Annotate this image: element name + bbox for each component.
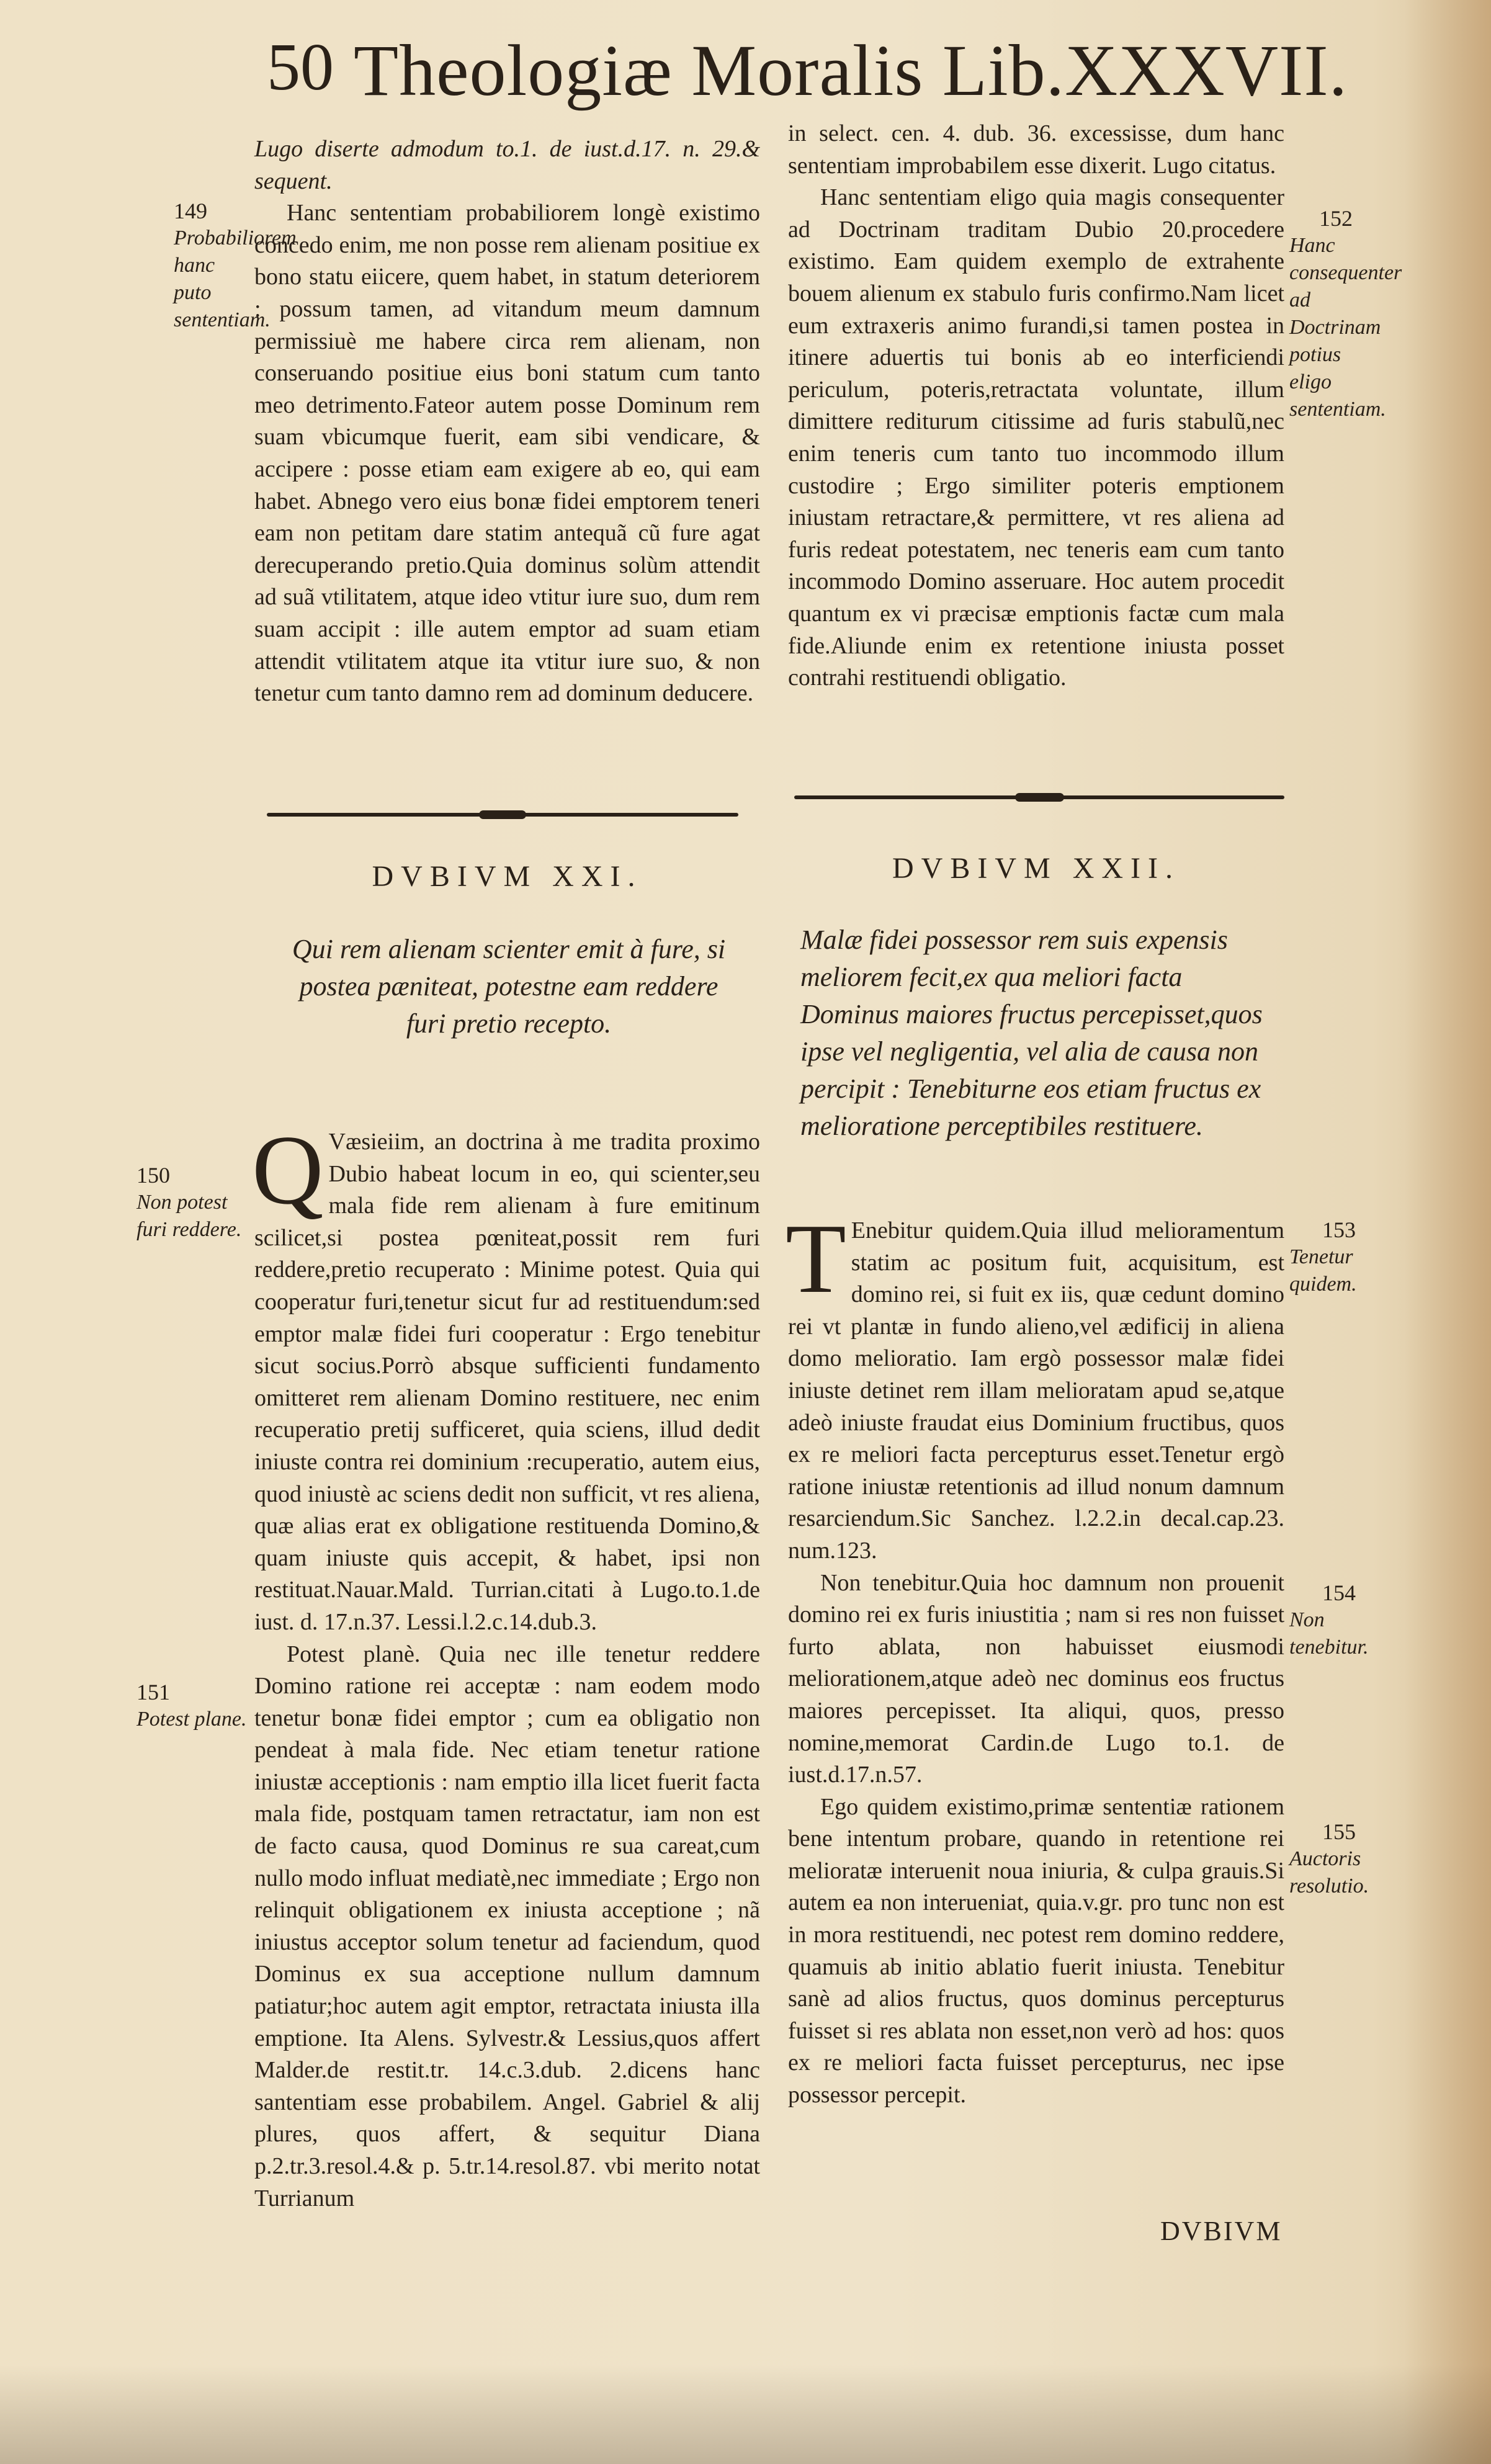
running-title: Theologiæ Moralis Lib.XXXVII.: [354, 30, 1348, 111]
margin-note-152: [1289, 205, 1402, 423]
paragraph: Lugo diserte admodum to.1. de iust.d.17. n. 29.& sequent.: [254, 136, 760, 194]
margin-number: 150: [137, 1163, 170, 1188]
margin-note-150: [137, 1162, 251, 1243]
dubium-21-body: [252, 1114, 760, 2215]
paragraph: Væsieiim, an doctrina à me tradita proximo Dubio habeat locum in eo, qui scienter,seu mala fide rem alienam à fure emitinum scilicet,si postea pœniteat,possit rem furi reddere,pretio recuperato : Minime potest. Quia qui cooperatur furi,tenetur sicut fur ad restituendum:sed emptor malæ fidei furi cooperatur : Ergo tenebitur sicut socius.Porrò absque sufficienti fundamento omitteret rem alienam Domino restituere, nec enim recuperatio pretij sufficeret, quia sciens, illud dedit iniuste contra rei dominium :recuperatio, autem eius, quod iniustè ac sciens dedit non sufficit, vt res aliena, quæ alias erat ex obligatione restituenda Domino,& quam iniuste quis accepit, & habet, ipsi non restituat.Nauar.Mald. Turrian.citati à Lugo.to.1.de iust. d. 17.n.37. Lessi.l.2.c.14.dub.3.: [254, 1129, 760, 1635]
dubium-22-heading: DVBIVM XXII.: [892, 852, 1180, 885]
dubium-21-question: Qui rem alienam scienter emit à fure, si postea pæniteat, potestne eam reddere furi pretio recepto.: [292, 934, 726, 1039]
paragraph: Hanc sententiam probabiliorem longè existimo concedo enim, me non posse rem alienam positiue ex bono statu eiicere, quem habet, in statum deteriorem : possum tamen, ad vitandum meum damnum permissiuè me habere circa rem alienam, non conseruando positiue eius boni statum cum tanto meo detrimento.Fateor autem posse Dominum rem suam vbicumque fuerit, eam sibi vendicare, & accipere : posse etiam eam exigere ab eo, qui eam habet. Abnego vero eius bonæ fidei emptorem teneri eam non petitam dare statim antequã cũ fure agat derecuperando pretio.Quia dominus solùm attendit ad suã vtilitatem, atque ideo vtitur iure suo, dum rem suam accipit : ille autem emptor ad suam etiam attendit vtilitatem atque ita vtitur iure suo, & non tenetur cum tanto damno rem ad dominum deducere.: [254, 200, 760, 707]
margin-number: 149: [174, 199, 207, 223]
left-column-top: [254, 133, 760, 710]
margin-note-149: [174, 197, 297, 334]
paragraph: Hanc sententiam eligo quia magis consequenter ad Doctrinam traditam Dubio 20.procedere existimo. Eam quidem exemplo de extrahente bouem alienum ex stabulo furis confirmo.Nam licet eum extraxeris animo furandi,si tamen postea in itinere aduertis tui bonis ab eo interficiendi periculum, poteris,retractata voluntate, illum dimittere rediturum citissime ad furis stabulũ,nec enim teneris cum tanto tuo incommodo illum custodire ; Ergo similiter poteris emptionem iniustam retractare,& permittere, vt res aliena ad furis redeat potestatem, nec teneris eam cum tanto incommodo Domino asseruare. Hoc autem procedit quantum ex vi præcisæ emptionis factæ cum mala fide.Aliunde enim ex retentione iniusta posset contrahi restituendi obligatio.: [788, 184, 1284, 691]
dubium-22-body: [786, 1203, 1284, 2112]
page-number: 50: [267, 30, 334, 104]
margin-text: Non potest furi reddere.: [137, 1191, 242, 1241]
margin-number: 152: [1319, 206, 1353, 231]
catchword: DVBIVM: [1160, 2216, 1283, 2246]
paragraph: Ego quidem existimo,primæ sententiæ rationem bene intentum probare, quando in retentione rei melioratæ interuenit noua iniuria, & culpa grauis.Si autem ea non interueniat, quia.v.gr. pro tunc non est in mora restituendi, nec potest rem domino reddere, quamuis ab initio ablatio fuerit iniusta. Tenebitur sanè ad alios fructus, quos dominus percepturus fuisset si res ablata non esset,non verò ad hos: quos ex re meliori facta fuisset percepturus, nec ipse possessor percepit.: [788, 1793, 1284, 2108]
page-gutter-shadow: [1404, 0, 1491, 2464]
paragraph: Non tenebitur.Quia hoc damnum non prouenit domino rei ex furis iniustitia ; nam si res non fuisset furto ablata, non habuisset eiusmodi meliorationem,atque adeò nec dominus eos fructus maiores percepisset. Ita aliqui, quos, presso nomine,memorat Cardin.de Lugo to.1. de iust.d.17.n.57.: [788, 1569, 1284, 1788]
margin-number: 153: [1322, 1217, 1356, 1242]
margin-text: Non tenebitur.: [1289, 1608, 1369, 1659]
dubium-22-question: Malæ fidei possessor rem suis expensis meliorem fecit,ex qua meliori facta Dominus maiores fructus percepisset,quos ipse vel negligentia, vel alia de causa non percipit : Tenebiturne eos etiam fructus ex melioratione perceptibiles restituere.: [800, 925, 1263, 1141]
dubium-21-heading: DVBIVM XXI.: [372, 860, 643, 893]
margin-number: 155: [1322, 1819, 1356, 1844]
drop-cap: T: [786, 1203, 846, 1314]
page-bottom-shadow: [0, 2365, 1491, 2464]
section-rule-left: [267, 813, 738, 817]
margin-note-153: [1289, 1216, 1389, 1298]
margin-number: 154: [1322, 1580, 1356, 1605]
section-rule-right: [794, 795, 1284, 799]
margin-text: Potest plane.: [137, 1708, 247, 1731]
drop-cap: Q: [252, 1114, 324, 1225]
paragraph: Enebitur quidem.Quia illud melioramentum statim ac positum fuit, acquisitum, est domino rei, si fuit ex iis, quæ cedunt domino rei vt plantæ in fundo alieno,vel ædificij in aliena domo melioratio. Iam ergò possessor malæ fidei iniuste detinet rem illam melioratam apud se,atque adeò iniuste fraudat eius Dominium fructibus, quos ex re meliori facta percepturus esset.Tenetur ergò ratione iniustæ retentionis ad illud nonum damnum resarciendum.Sic Sanchez. l.2.2.in decal.cap.23. num.123.: [788, 1217, 1284, 1564]
paragraph: in select. cen. 4. dub. 36. excessisse, dum hanc sententiam improbabilem esse dixerit. Lugo citatus.: [788, 120, 1284, 179]
margin-note-154: [1289, 1579, 1389, 1661]
margin-text: Auctoris resolutio.: [1289, 1847, 1369, 1897]
right-column-top: [788, 118, 1284, 694]
margin-text: Tenetur quidem.: [1289, 1245, 1357, 1296]
margin-note-155: [1289, 1818, 1389, 1900]
margin-text: Hanc consequenter ad Doctrinam potius eligo sententiam.: [1289, 234, 1402, 421]
paragraph: Potest planè. Quia nec ille tenetur reddere Domino ratione rei acceptæ : nam eodem modo tenetur bonæ fidei emptor ; cum ea obligatio non pendeat à mala fide. Nec etiam tenetur ratione iniustæ acceptionis : nam emptio illa licet fuerit facta mala fide, postquam tamen retractatur, iam non est de facto causa, quod Dominus re sua careat,cum nullo modo influat mediatè,nec immediate ; Ergo non relinquit obligationem ex iniusta acceptione ; nã iniustus acceptor solum tenetur ad faciendum, quod Dominus ex sua acceptione nullum damnum patiatur;hoc autem agit emptor, retractata iniusta illa emptione. Ita Alens. Sylvestr.& Lessius,quos affert Malder.de restit.tr. 14.c.3.dub. 2.dicens hanc santentiam esse probabilem. Angel. Gabriel & alij plures, quos affert, & sequitur Diana p.2.tr.3.resol.4.& p. 5.tr.14.resol.87. vbi merito notat Turrianum: [254, 1641, 760, 2211]
margin-text: Probabiliorem hanc puto sententiam.: [174, 226, 297, 331]
margin-number: 151: [137, 1680, 170, 1705]
margin-note-151: [137, 1678, 251, 1733]
